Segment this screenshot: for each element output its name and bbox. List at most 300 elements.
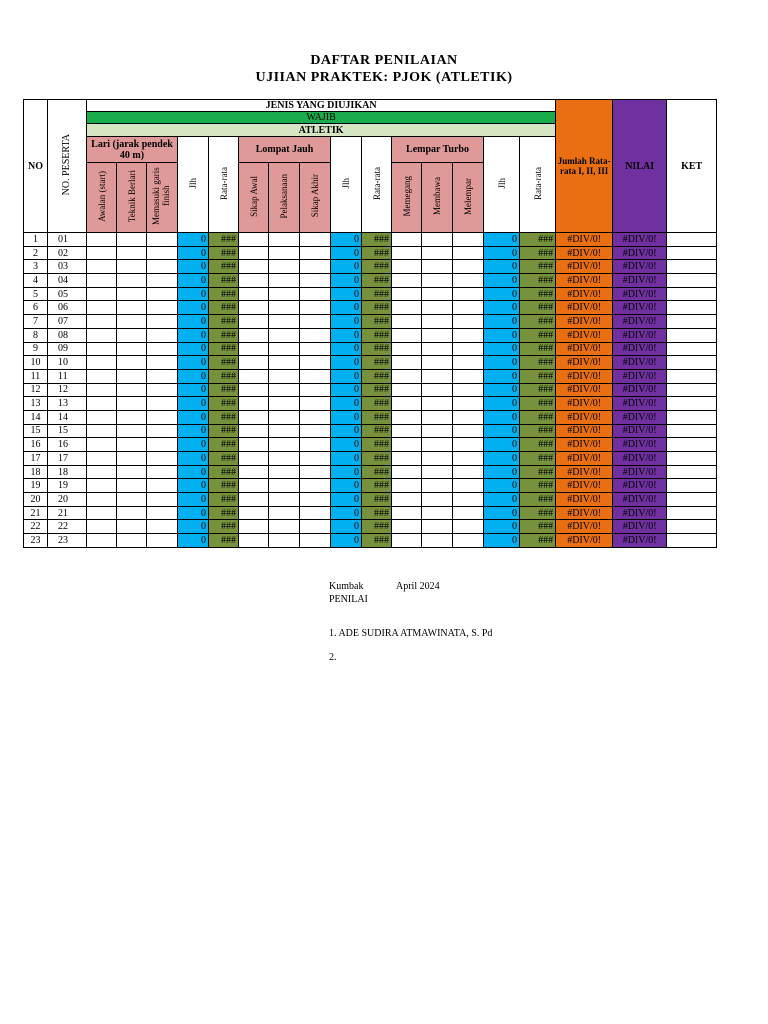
- cell-score: [87, 369, 117, 383]
- cell-score: [392, 534, 422, 548]
- cell-score: [300, 356, 331, 370]
- header-lempar-sub-3: Melempar: [453, 163, 484, 233]
- cell-rata-rata: ###: [520, 410, 556, 424]
- table-row: [24, 479, 717, 493]
- cell-score: [392, 246, 422, 260]
- cell-score: [239, 260, 269, 274]
- table-row: [24, 452, 717, 466]
- cell-score: [392, 452, 422, 466]
- cell-score: [269, 356, 300, 370]
- cell-rata-rata: ###: [209, 301, 239, 315]
- cell-rata-rata: ###: [209, 383, 239, 397]
- cell-nilai: #DIV/0!: [613, 369, 667, 383]
- cell-rata-rata: ###: [209, 534, 239, 548]
- cell-score: [147, 534, 178, 548]
- cell-score: [87, 520, 117, 534]
- cell-score: [453, 328, 484, 342]
- row-peserta: 18: [48, 465, 87, 479]
- cell-score: [453, 287, 484, 301]
- cell-score: [300, 438, 331, 452]
- cell-rata-rata: ###: [520, 260, 556, 274]
- row-peserta: 10: [48, 356, 87, 370]
- table-row: [24, 246, 717, 260]
- cell-score: [239, 479, 269, 493]
- cell-score: [239, 342, 269, 356]
- cell-score: [453, 315, 484, 329]
- row-number: 16: [24, 438, 48, 452]
- row-number: 7: [24, 315, 48, 329]
- cell-score: [422, 274, 453, 288]
- cell-rata-rata: ###: [520, 342, 556, 356]
- cell-score: [239, 424, 269, 438]
- cell-score: [269, 534, 300, 548]
- header-no-peserta: NO. PESERTA: [48, 100, 87, 233]
- cell-score: [239, 233, 269, 247]
- cell-jlh: 0: [178, 328, 209, 342]
- table-row: [24, 260, 717, 274]
- cell-score: [147, 342, 178, 356]
- cell-score: [239, 383, 269, 397]
- row-number: 18: [24, 465, 48, 479]
- cell-score: [239, 328, 269, 342]
- cell-nilai: #DIV/0!: [613, 410, 667, 424]
- table-row: [24, 287, 717, 301]
- cell-jumlah: #DIV/0!: [556, 424, 613, 438]
- header-lompat: Lompat Jauh: [239, 137, 331, 163]
- cell-rata-rata: ###: [362, 260, 392, 274]
- cell-score: [117, 233, 147, 247]
- cell-jlh: 0: [484, 438, 520, 452]
- cell-nilai: #DIV/0!: [613, 493, 667, 507]
- cell-rata-rata: ###: [209, 506, 239, 520]
- cell-nilai: #DIV/0!: [613, 465, 667, 479]
- cell-rata-rata: ###: [362, 452, 392, 466]
- cell-score: [87, 356, 117, 370]
- cell-score: [422, 493, 453, 507]
- cell-score: [239, 246, 269, 260]
- row-number: 14: [24, 410, 48, 424]
- row-number: 2: [24, 246, 48, 260]
- cell-rata-rata: ###: [209, 465, 239, 479]
- cell-jumlah: #DIV/0!: [556, 260, 613, 274]
- cell-score: [300, 397, 331, 411]
- cell-rata-rata: ###: [520, 493, 556, 507]
- cell-jlh: 0: [484, 287, 520, 301]
- cell-score: [117, 342, 147, 356]
- cell-score: [422, 410, 453, 424]
- footer-signer-1: 1. ADE SUDIRA ATMAWINATA, S. Pd: [329, 628, 493, 639]
- cell-score: [667, 424, 717, 438]
- cell-rata-rata: ###: [209, 233, 239, 247]
- cell-score: [87, 410, 117, 424]
- cell-jlh: 0: [331, 369, 362, 383]
- cell-score: [239, 287, 269, 301]
- cell-score: [87, 534, 117, 548]
- table-row: [24, 328, 717, 342]
- cell-rata-rata: ###: [209, 315, 239, 329]
- cell-score: [392, 493, 422, 507]
- cell-score: [453, 465, 484, 479]
- table-row: [24, 383, 717, 397]
- header-rata-1: Rata-rata: [209, 137, 239, 233]
- cell-jlh: 0: [484, 506, 520, 520]
- cell-score: [300, 369, 331, 383]
- cell-rata-rata: ###: [209, 274, 239, 288]
- cell-score: [392, 287, 422, 301]
- cell-jlh: 0: [178, 383, 209, 397]
- cell-score: [147, 301, 178, 315]
- cell-nilai: #DIV/0!: [613, 397, 667, 411]
- cell-score: [300, 246, 331, 260]
- cell-jlh: 0: [331, 287, 362, 301]
- row-number: 6: [24, 301, 48, 315]
- cell-score: [87, 506, 117, 520]
- row-number: 23: [24, 534, 48, 548]
- cell-score: [392, 424, 422, 438]
- cell-rata-rata: ###: [520, 438, 556, 452]
- cell-score: [300, 534, 331, 548]
- row-peserta: 01: [48, 233, 87, 247]
- row-number: 22: [24, 520, 48, 534]
- header-nilai: NILAI: [613, 100, 667, 233]
- cell-score: [117, 315, 147, 329]
- cell-score: [239, 356, 269, 370]
- cell-jlh: 0: [178, 506, 209, 520]
- cell-score: [453, 342, 484, 356]
- cell-score: [667, 328, 717, 342]
- cell-score: [667, 342, 717, 356]
- cell-rata-rata: ###: [520, 301, 556, 315]
- cell-jlh: 0: [484, 452, 520, 466]
- cell-score: [269, 479, 300, 493]
- cell-score: [269, 301, 300, 315]
- row-number: 11: [24, 369, 48, 383]
- cell-score: [87, 342, 117, 356]
- cell-score: [87, 438, 117, 452]
- cell-score: [667, 493, 717, 507]
- cell-score: [422, 233, 453, 247]
- cell-jumlah: #DIV/0!: [556, 452, 613, 466]
- cell-jlh: 0: [484, 424, 520, 438]
- cell-jlh: 0: [331, 301, 362, 315]
- cell-rata-rata: ###: [209, 328, 239, 342]
- row-peserta: 11: [48, 369, 87, 383]
- cell-score: [117, 369, 147, 383]
- header-lempar: Lempar Turbo: [392, 137, 484, 163]
- cell-score: [422, 287, 453, 301]
- header-wajib: WAJIB: [87, 112, 556, 124]
- cell-nilai: #DIV/0!: [613, 274, 667, 288]
- cell-nilai: #DIV/0!: [613, 534, 667, 548]
- cell-nilai: #DIV/0!: [613, 479, 667, 493]
- cell-jlh: 0: [331, 246, 362, 260]
- header-jlh-2: Jlh: [331, 137, 362, 233]
- table-row: [24, 397, 717, 411]
- cell-score: [269, 452, 300, 466]
- cell-score: [87, 260, 117, 274]
- cell-score: [87, 383, 117, 397]
- cell-jlh: 0: [484, 274, 520, 288]
- cell-nilai: #DIV/0!: [613, 424, 667, 438]
- footer-date: April 2024: [396, 581, 440, 592]
- cell-score: [422, 356, 453, 370]
- header-jenis: JENIS YANG DIUJIKAN: [87, 100, 556, 112]
- cell-jumlah: #DIV/0!: [556, 315, 613, 329]
- cell-jlh: 0: [178, 397, 209, 411]
- cell-rata-rata: ###: [209, 410, 239, 424]
- cell-rata-rata: ###: [520, 356, 556, 370]
- cell-rata-rata: ###: [362, 328, 392, 342]
- cell-score: [117, 328, 147, 342]
- cell-score: [300, 465, 331, 479]
- header-ket: KET: [667, 100, 717, 233]
- cell-jlh: 0: [178, 452, 209, 466]
- header-lari-sub-1: Awalan (start): [87, 163, 117, 233]
- row-peserta: 07: [48, 315, 87, 329]
- cell-score: [392, 520, 422, 534]
- cell-score: [667, 246, 717, 260]
- cell-jlh: 0: [331, 520, 362, 534]
- cell-nilai: #DIV/0!: [613, 342, 667, 356]
- cell-jumlah: #DIV/0!: [556, 342, 613, 356]
- cell-score: [117, 520, 147, 534]
- cell-score: [147, 465, 178, 479]
- cell-rata-rata: ###: [362, 342, 392, 356]
- cell-score: [300, 493, 331, 507]
- cell-score: [422, 315, 453, 329]
- cell-score: [667, 410, 717, 424]
- row-number: 5: [24, 287, 48, 301]
- cell-jlh: 0: [331, 479, 362, 493]
- cell-score: [422, 301, 453, 315]
- cell-score: [422, 506, 453, 520]
- cell-rata-rata: ###: [362, 493, 392, 507]
- cell-jlh: 0: [178, 356, 209, 370]
- header-lompat-sub-1: Sikap Awal: [239, 163, 269, 233]
- footer-place: Kumbak: [329, 581, 364, 592]
- footer-signer-2: 2.: [329, 652, 337, 663]
- cell-rata-rata: ###: [362, 397, 392, 411]
- cell-jlh: 0: [484, 342, 520, 356]
- cell-jumlah: #DIV/0!: [556, 493, 613, 507]
- cell-jumlah: #DIV/0!: [556, 479, 613, 493]
- table-row: [24, 534, 717, 548]
- table-row: [24, 369, 717, 383]
- cell-jlh: 0: [331, 233, 362, 247]
- cell-score: [667, 274, 717, 288]
- row-number: 1: [24, 233, 48, 247]
- cell-score: [392, 274, 422, 288]
- cell-jumlah: #DIV/0!: [556, 356, 613, 370]
- cell-score: [392, 301, 422, 315]
- cell-score: [300, 301, 331, 315]
- cell-score: [453, 438, 484, 452]
- cell-jumlah: #DIV/0!: [556, 383, 613, 397]
- cell-nilai: #DIV/0!: [613, 260, 667, 274]
- cell-score: [453, 260, 484, 274]
- row-number: 8: [24, 328, 48, 342]
- cell-score: [239, 506, 269, 520]
- cell-jlh: 0: [331, 260, 362, 274]
- cell-score: [422, 397, 453, 411]
- cell-score: [269, 438, 300, 452]
- cell-score: [87, 452, 117, 466]
- cell-rata-rata: ###: [520, 520, 556, 534]
- cell-nilai: #DIV/0!: [613, 315, 667, 329]
- cell-jlh: 0: [331, 397, 362, 411]
- cell-score: [392, 315, 422, 329]
- cell-rata-rata: ###: [209, 369, 239, 383]
- cell-nilai: #DIV/0!: [613, 520, 667, 534]
- cell-score: [422, 479, 453, 493]
- cell-score: [239, 301, 269, 315]
- cell-rata-rata: ###: [520, 452, 556, 466]
- row-number: 20: [24, 493, 48, 507]
- cell-score: [87, 233, 117, 247]
- cell-score: [269, 246, 300, 260]
- row-peserta: 21: [48, 506, 87, 520]
- cell-score: [667, 301, 717, 315]
- cell-rata-rata: ###: [520, 233, 556, 247]
- header-lompat-sub-2: Pelaksanaan: [269, 163, 300, 233]
- cell-score: [667, 534, 717, 548]
- cell-rata-rata: ###: [209, 260, 239, 274]
- cell-jlh: 0: [484, 328, 520, 342]
- cell-jlh: 0: [178, 274, 209, 288]
- cell-jlh: 0: [484, 493, 520, 507]
- cell-score: [422, 260, 453, 274]
- cell-score: [300, 274, 331, 288]
- cell-rata-rata: ###: [209, 397, 239, 411]
- header-jlh-3: Jlh: [484, 137, 520, 233]
- cell-jlh: 0: [178, 479, 209, 493]
- cell-rata-rata: ###: [209, 342, 239, 356]
- cell-score: [667, 369, 717, 383]
- cell-jumlah: #DIV/0!: [556, 520, 613, 534]
- cell-score: [453, 246, 484, 260]
- cell-score: [147, 260, 178, 274]
- document-title: DAFTAR PENILAIAN: [310, 53, 458, 68]
- cell-jlh: 0: [484, 233, 520, 247]
- cell-jlh: 0: [178, 342, 209, 356]
- cell-jlh: 0: [178, 287, 209, 301]
- row-peserta: 22: [48, 520, 87, 534]
- cell-rata-rata: ###: [520, 534, 556, 548]
- cell-jlh: 0: [331, 424, 362, 438]
- cell-score: [392, 233, 422, 247]
- cell-score: [300, 520, 331, 534]
- cell-rata-rata: ###: [362, 479, 392, 493]
- cell-jlh: 0: [331, 410, 362, 424]
- footer-role: PENILAI: [329, 594, 368, 605]
- cell-rata-rata: ###: [520, 328, 556, 342]
- cell-score: [453, 274, 484, 288]
- cell-score: [269, 506, 300, 520]
- cell-jlh: 0: [331, 328, 362, 342]
- table-row: [24, 315, 717, 329]
- cell-jumlah: #DIV/0!: [556, 274, 613, 288]
- cell-score: [147, 383, 178, 397]
- row-peserta: 12: [48, 383, 87, 397]
- cell-score: [453, 301, 484, 315]
- cell-score: [667, 356, 717, 370]
- cell-jlh: 0: [484, 260, 520, 274]
- table-row: [24, 410, 717, 424]
- cell-score: [300, 260, 331, 274]
- cell-rata-rata: ###: [209, 438, 239, 452]
- row-number: 13: [24, 397, 48, 411]
- cell-score: [239, 493, 269, 507]
- cell-score: [453, 452, 484, 466]
- cell-rata-rata: ###: [362, 465, 392, 479]
- row-peserta: 13: [48, 397, 87, 411]
- header-lempar-sub-1: Memegang: [392, 163, 422, 233]
- cell-score: [117, 493, 147, 507]
- cell-score: [147, 369, 178, 383]
- cell-jlh: 0: [484, 301, 520, 315]
- cell-nilai: #DIV/0!: [613, 301, 667, 315]
- cell-score: [667, 452, 717, 466]
- cell-jlh: 0: [484, 397, 520, 411]
- table-row: [24, 356, 717, 370]
- cell-score: [667, 287, 717, 301]
- cell-score: [117, 397, 147, 411]
- cell-score: [453, 383, 484, 397]
- row-peserta: 08: [48, 328, 87, 342]
- cell-jlh: 0: [331, 356, 362, 370]
- header-lompat-sub-3: Sikap Akhir: [300, 163, 331, 233]
- header-lari: Lari (jarak pendek 40 m): [87, 137, 178, 163]
- cell-score: [239, 274, 269, 288]
- cell-score: [269, 493, 300, 507]
- row-peserta: 05: [48, 287, 87, 301]
- cell-jlh: 0: [178, 369, 209, 383]
- cell-rata-rata: ###: [209, 246, 239, 260]
- cell-rata-rata: ###: [362, 534, 392, 548]
- cell-score: [239, 520, 269, 534]
- cell-score: [453, 493, 484, 507]
- header-lari-sub-3: Memasuki garis finish: [147, 163, 178, 233]
- cell-jlh: 0: [484, 410, 520, 424]
- cell-jlh: 0: [331, 452, 362, 466]
- row-peserta: 04: [48, 274, 87, 288]
- cell-score: [87, 246, 117, 260]
- cell-score: [453, 356, 484, 370]
- cell-score: [392, 328, 422, 342]
- cell-score: [667, 479, 717, 493]
- cell-score: [269, 369, 300, 383]
- cell-rata-rata: ###: [520, 246, 556, 260]
- cell-score: [147, 479, 178, 493]
- row-peserta: 15: [48, 424, 87, 438]
- cell-score: [269, 424, 300, 438]
- cell-jumlah: #DIV/0!: [556, 397, 613, 411]
- cell-jumlah: #DIV/0!: [556, 438, 613, 452]
- cell-score: [392, 438, 422, 452]
- cell-jumlah: #DIV/0!: [556, 534, 613, 548]
- cell-nilai: #DIV/0!: [613, 356, 667, 370]
- header-no: NO: [24, 100, 48, 233]
- cell-score: [392, 356, 422, 370]
- cell-rata-rata: ###: [520, 479, 556, 493]
- cell-score: [422, 424, 453, 438]
- cell-score: [87, 301, 117, 315]
- cell-rata-rata: ###: [520, 369, 556, 383]
- cell-score: [269, 274, 300, 288]
- header-rata-3: Rata-rata: [520, 137, 556, 233]
- cell-score: [422, 342, 453, 356]
- cell-score: [117, 260, 147, 274]
